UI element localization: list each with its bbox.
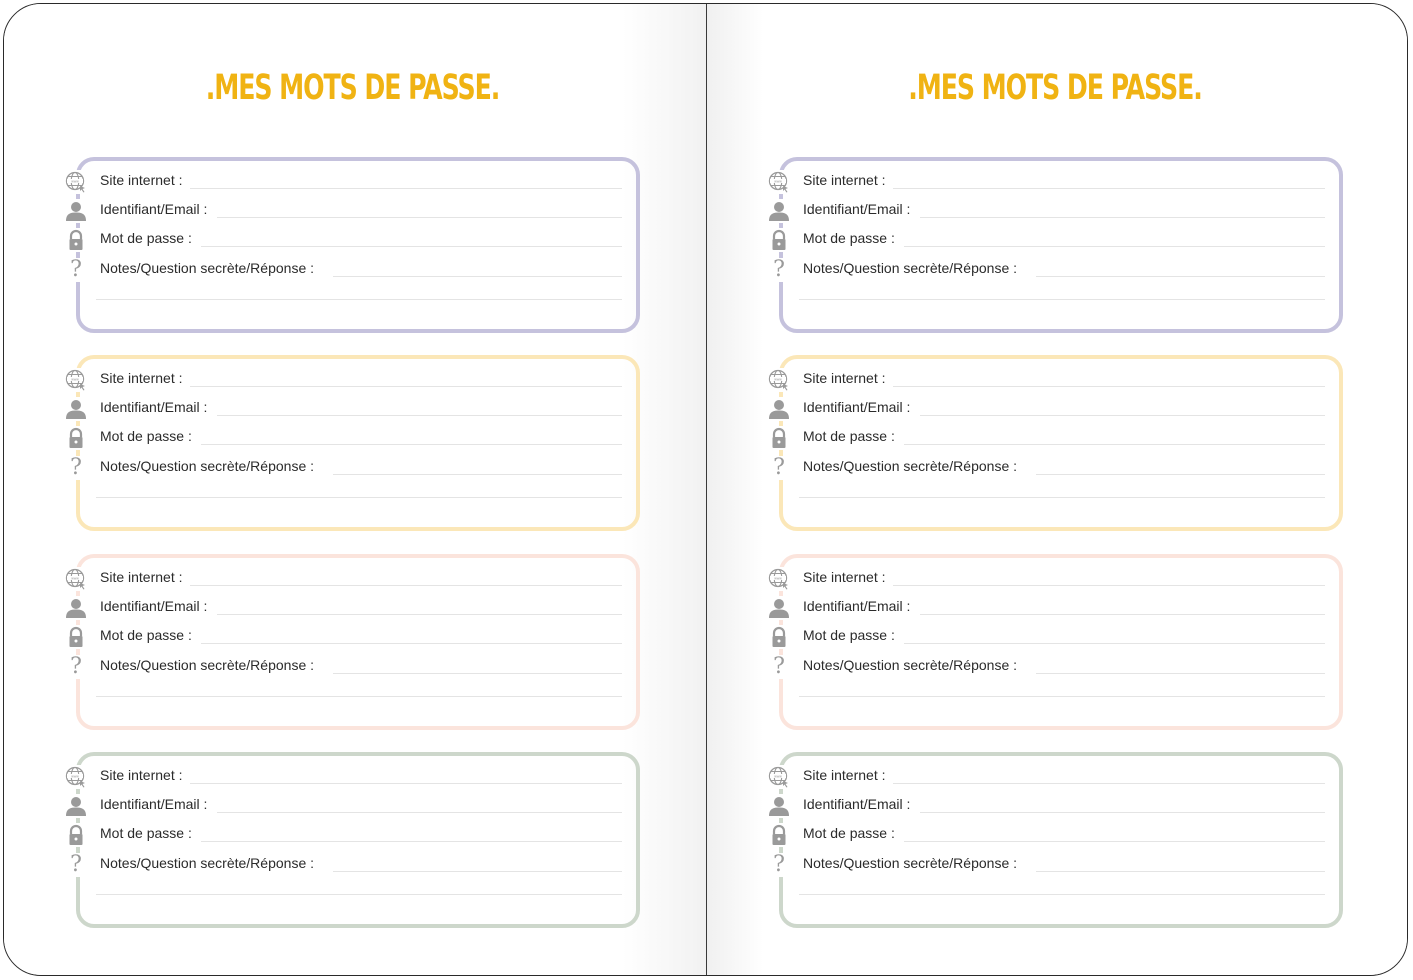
field-label: Mot de passe : bbox=[100, 627, 200, 643]
field-label: Notes/Question secrète/Réponse : bbox=[803, 458, 1025, 474]
write-line[interactable] bbox=[904, 444, 1325, 445]
field-label: Mot de passe : bbox=[100, 230, 200, 246]
lock-icon bbox=[64, 625, 88, 649]
user-icon bbox=[767, 199, 791, 223]
user-icon bbox=[767, 794, 791, 818]
globe-icon bbox=[64, 765, 88, 789]
user-icon bbox=[64, 199, 88, 223]
write-line[interactable] bbox=[799, 497, 1325, 498]
field-row bbox=[71, 762, 636, 791]
password-card bbox=[773, 554, 1343, 730]
field-label: Notes/Question secrète/Réponse : bbox=[100, 458, 322, 474]
field-label: Identifiant/Email : bbox=[803, 796, 918, 812]
password-card bbox=[70, 554, 640, 730]
field-row bbox=[783, 820, 1339, 849]
notebook-spread bbox=[3, 3, 1408, 976]
user-icon bbox=[767, 397, 791, 421]
field-label: Site internet : bbox=[100, 569, 191, 585]
svg-text:www: www bbox=[774, 377, 782, 382]
question-icon: ? bbox=[64, 258, 88, 282]
write-line[interactable] bbox=[201, 643, 622, 644]
field-row bbox=[70, 652, 636, 681]
field-row bbox=[773, 453, 1339, 482]
svg-text:www: www bbox=[71, 377, 79, 382]
field-label: Site internet : bbox=[803, 172, 894, 188]
write-line[interactable] bbox=[1036, 474, 1325, 475]
globe-icon bbox=[64, 368, 88, 392]
field-row bbox=[783, 423, 1339, 452]
write-line[interactable] bbox=[1036, 871, 1325, 872]
page-title: .MES MOTS DE PASSE. bbox=[205, 68, 500, 108]
write-line[interactable] bbox=[333, 276, 622, 277]
field-label: Mot de passe : bbox=[803, 230, 903, 246]
write-line[interactable] bbox=[920, 812, 1325, 813]
field-label: Site internet : bbox=[803, 370, 894, 386]
field-label: Mot de passe : bbox=[100, 428, 200, 444]
user-icon bbox=[64, 397, 88, 421]
page-title: .MES MOTS DE PASSE. bbox=[908, 68, 1202, 108]
svg-text:www: www bbox=[71, 576, 79, 581]
globe-icon bbox=[767, 765, 791, 789]
globe-icon bbox=[767, 368, 791, 392]
write-line[interactable] bbox=[799, 299, 1325, 300]
write-line[interactable] bbox=[920, 415, 1325, 416]
field-row bbox=[70, 850, 636, 879]
write-line[interactable] bbox=[96, 497, 622, 498]
field-label: Identifiant/Email : bbox=[100, 598, 215, 614]
write-line[interactable] bbox=[904, 643, 1325, 644]
field-label: Site internet : bbox=[100, 767, 191, 783]
field-row bbox=[774, 365, 1339, 394]
field-label: Mot de passe : bbox=[803, 428, 903, 444]
write-line[interactable] bbox=[217, 614, 622, 615]
write-line[interactable] bbox=[190, 585, 622, 586]
field-row bbox=[783, 622, 1339, 651]
svg-text:www: www bbox=[774, 576, 782, 581]
field-label: Notes/Question secrète/Réponse : bbox=[803, 657, 1025, 673]
field-row bbox=[783, 791, 1339, 820]
password-card bbox=[773, 157, 1343, 333]
field-row bbox=[71, 564, 636, 593]
field-label: Site internet : bbox=[100, 370, 191, 386]
user-icon bbox=[64, 794, 88, 818]
field-label: Notes/Question secrète/Réponse : bbox=[803, 260, 1025, 276]
lock-icon bbox=[767, 426, 791, 450]
password-card bbox=[70, 355, 640, 531]
field-row bbox=[783, 394, 1339, 423]
lock-icon bbox=[64, 228, 88, 252]
question-icon: ? bbox=[64, 655, 88, 679]
field-label: Notes/Question secrète/Réponse : bbox=[100, 657, 322, 673]
write-line[interactable] bbox=[1036, 673, 1325, 674]
lock-icon bbox=[64, 823, 88, 847]
svg-text:www: www bbox=[71, 179, 79, 184]
write-line[interactable] bbox=[904, 246, 1325, 247]
field-row bbox=[783, 593, 1339, 622]
field-label: Notes/Question secrète/Réponse : bbox=[100, 855, 322, 871]
globe-icon bbox=[64, 170, 88, 194]
field-row bbox=[773, 850, 1339, 879]
field-row bbox=[774, 564, 1339, 593]
write-line[interactable] bbox=[96, 696, 622, 697]
write-line[interactable] bbox=[893, 783, 1325, 784]
question-icon: ? bbox=[767, 853, 791, 877]
write-line[interactable] bbox=[201, 246, 622, 247]
write-line[interactable] bbox=[201, 444, 622, 445]
lock-icon bbox=[767, 823, 791, 847]
question-icon: ? bbox=[64, 456, 88, 480]
password-card bbox=[70, 752, 640, 928]
field-label: Site internet : bbox=[803, 767, 894, 783]
svg-text:www: www bbox=[774, 179, 782, 184]
field-row bbox=[70, 453, 636, 482]
password-card bbox=[773, 752, 1343, 928]
write-line[interactable] bbox=[96, 299, 622, 300]
right-page bbox=[707, 4, 1408, 975]
field-row bbox=[80, 394, 636, 423]
left-page bbox=[4, 4, 707, 975]
field-row bbox=[774, 167, 1339, 196]
write-line[interactable] bbox=[920, 217, 1325, 218]
field-row bbox=[80, 196, 636, 225]
field-row bbox=[773, 652, 1339, 681]
svg-text:www: www bbox=[774, 774, 782, 779]
field-row bbox=[783, 196, 1339, 225]
write-line[interactable] bbox=[1036, 276, 1325, 277]
question-icon: ? bbox=[767, 456, 791, 480]
question-icon: ? bbox=[767, 258, 791, 282]
lock-icon bbox=[64, 426, 88, 450]
field-label: Site internet : bbox=[100, 172, 191, 188]
write-line[interactable] bbox=[190, 386, 622, 387]
field-row bbox=[80, 423, 636, 452]
field-label: Identifiant/Email : bbox=[803, 201, 918, 217]
field-label: Identifiant/Email : bbox=[100, 796, 215, 812]
field-row bbox=[783, 225, 1339, 254]
field-row bbox=[71, 365, 636, 394]
field-row bbox=[774, 762, 1339, 791]
write-line[interactable] bbox=[799, 696, 1325, 697]
field-label: Notes/Question secrète/Réponse : bbox=[100, 260, 322, 276]
write-line[interactable] bbox=[904, 841, 1325, 842]
write-line[interactable] bbox=[893, 188, 1325, 189]
lock-icon bbox=[767, 228, 791, 252]
write-line[interactable] bbox=[920, 614, 1325, 615]
write-line[interactable] bbox=[217, 812, 622, 813]
field-label: Identifiant/Email : bbox=[803, 598, 918, 614]
write-line[interactable] bbox=[333, 474, 622, 475]
field-row bbox=[80, 622, 636, 651]
password-card bbox=[773, 355, 1343, 531]
globe-icon bbox=[767, 567, 791, 591]
field-label: Mot de passe : bbox=[803, 627, 903, 643]
question-icon: ? bbox=[767, 655, 791, 679]
write-line[interactable] bbox=[190, 783, 622, 784]
write-line[interactable] bbox=[333, 871, 622, 872]
user-icon bbox=[64, 596, 88, 620]
field-row bbox=[80, 593, 636, 622]
password-card bbox=[70, 157, 640, 333]
write-line[interactable] bbox=[893, 386, 1325, 387]
write-line[interactable] bbox=[217, 415, 622, 416]
user-icon bbox=[767, 596, 791, 620]
field-label: Notes/Question secrète/Réponse : bbox=[803, 855, 1025, 871]
globe-icon bbox=[767, 170, 791, 194]
write-line[interactable] bbox=[217, 217, 622, 218]
field-row bbox=[80, 791, 636, 820]
write-line[interactable] bbox=[333, 673, 622, 674]
field-label: Identifiant/Email : bbox=[100, 201, 215, 217]
field-label: Identifiant/Email : bbox=[100, 399, 215, 415]
write-line[interactable] bbox=[799, 894, 1325, 895]
field-row bbox=[80, 225, 636, 254]
write-line[interactable] bbox=[96, 894, 622, 895]
lock-icon bbox=[767, 625, 791, 649]
field-row bbox=[71, 167, 636, 196]
svg-text:www: www bbox=[71, 774, 79, 779]
field-label: Mot de passe : bbox=[100, 825, 200, 841]
field-row bbox=[80, 820, 636, 849]
question-icon: ? bbox=[64, 853, 88, 877]
field-label: Site internet : bbox=[803, 569, 894, 585]
write-line[interactable] bbox=[190, 188, 622, 189]
write-line[interactable] bbox=[893, 585, 1325, 586]
field-label: Mot de passe : bbox=[803, 825, 903, 841]
field-label: Identifiant/Email : bbox=[803, 399, 918, 415]
globe-icon bbox=[64, 567, 88, 591]
field-row bbox=[70, 255, 636, 284]
field-row bbox=[773, 255, 1339, 284]
write-line[interactable] bbox=[201, 841, 622, 842]
